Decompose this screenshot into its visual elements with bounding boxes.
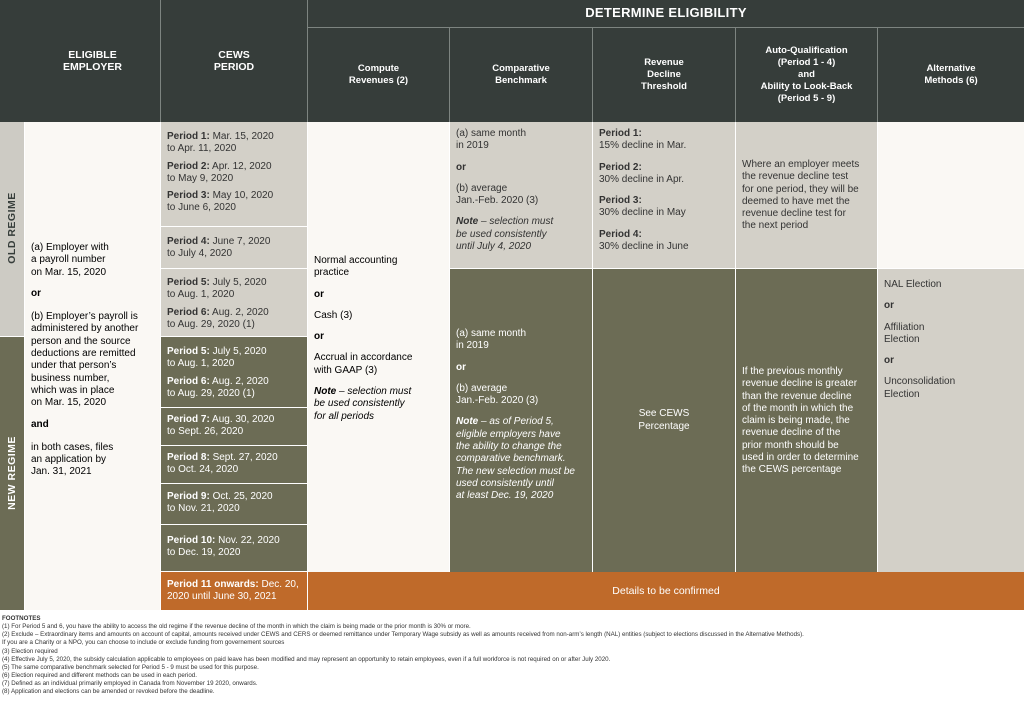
- period-start: Sept. 27, 2020: [209, 452, 278, 463]
- auto-old-line: the next period: [742, 220, 809, 232]
- period-start: May 10, 2020: [209, 190, 274, 202]
- alternative-text: [878, 279, 961, 401]
- employer-b-line: business number,: [31, 372, 110, 384]
- header-cews-period-line2: PERIOD: [213, 61, 255, 73]
- old-regime-label: OLD REGIME: [6, 192, 18, 264]
- header-compute-revenues-line1: Compute: [357, 63, 400, 74]
- period-end: to Aug. 29, 2020 (1): [167, 318, 255, 330]
- benchmark-note-line: – as of Period 5,: [478, 416, 554, 428]
- footnote-line: (3) Election required: [2, 648, 58, 655]
- decline-new-line: Percentage: [638, 420, 690, 432]
- period-end: to Dec. 19, 2020: [167, 547, 241, 559]
- eligible-employer-cell: [25, 122, 160, 610]
- period-label: Period 9:: [167, 491, 210, 502]
- period-entry: [167, 376, 307, 388]
- period-end: to Sept. 26, 2020: [167, 426, 244, 438]
- footnote-line: (6) Election required and different methods can be used in each period.: [2, 672, 197, 679]
- period-old-group-2: [161, 227, 307, 268]
- benchmark-note: [456, 416, 575, 428]
- period-label: Period 6:: [167, 306, 210, 318]
- period-start: June 7, 2020: [209, 236, 271, 247]
- alternative-top-cell: [878, 122, 1024, 268]
- employer-b-line: which was in place: [31, 384, 115, 396]
- benchmark-note-line: be used consistently: [456, 228, 547, 240]
- period-entry: [167, 236, 307, 248]
- footnote-line: (2) Exclude – Extraordinary items and amounts on account of capital, amounts received under CEWS and CERS or deemed remittance under Temporary Wage subsidy as well as amounts received from non-arm’s length (NAL) entities (subject to elections discussed in the Alternative Methods).: [2, 631, 804, 638]
- auto-new-text: [736, 366, 865, 477]
- period-8-cell: [161, 446, 307, 483]
- period-end: to Aug. 1, 2020: [167, 289, 235, 301]
- footnote-line: (1) For Period 5 and 6, you have the ability to access the old regime if the revenue decline of the month in which the claim is being made or the prior month is 30% or more.: [2, 623, 471, 630]
- period-new-group-1: [161, 337, 307, 407]
- auto-old-line: deemed to have met the: [742, 195, 850, 207]
- eligible-employer-text: [25, 242, 144, 479]
- header-compute-revenues: [308, 28, 449, 122]
- period-start: July 5, 2020: [209, 277, 267, 288]
- alt-affiliation-line: Election: [884, 333, 920, 345]
- decline-period-label: Period 2:: [599, 161, 642, 173]
- header-cews-period-line1: CEWS: [218, 48, 250, 61]
- auto-old-line: for one period, they will be: [742, 183, 859, 195]
- benchmark-note-line: until July 4, 2020: [456, 241, 532, 253]
- period-label: Period 11 onwards:: [167, 579, 259, 590]
- employer-c-line: Jan. 31, 2021: [31, 466, 92, 478]
- header-col-divider: [877, 28, 878, 122]
- benchmark-new-cell: [450, 269, 592, 572]
- decline-new-cell: [593, 269, 735, 572]
- decline-period-label: Period 3:: [599, 195, 642, 207]
- header-alternative-methods-line1: Alternative: [926, 63, 976, 74]
- period-start: Oct. 25, 2020: [209, 491, 273, 502]
- benchmark-b-line: Jan.-Feb. 2020 (3): [456, 395, 539, 407]
- period-7-cell: [161, 408, 307, 445]
- employer-b-line: person and the source: [31, 335, 131, 347]
- header-alternative-methods: [878, 28, 1024, 122]
- header-col-divider: [449, 28, 450, 122]
- period-entry: [167, 131, 307, 143]
- auto-new-line: If the previous monthly: [742, 366, 843, 377]
- header-revenue-decline-line1: Revenue: [644, 57, 684, 68]
- header-auto-qualification-line1: Auto-Qualification: [765, 45, 848, 56]
- auto-new-line: revenue decline of the: [742, 427, 841, 439]
- new-regime-label: NEW REGIME: [6, 436, 18, 510]
- period-label: Period 8:: [167, 452, 210, 463]
- period-entry: [167, 161, 307, 173]
- period-entry: [167, 346, 307, 358]
- alternative-cell: [878, 269, 1024, 572]
- auto-old-line: the revenue decline test: [742, 171, 849, 183]
- footnote-line: If you are a Charity or a NPO, you can choose to include or exclude funding from governement sources: [2, 639, 285, 646]
- benchmark-b-line: Jan.-Feb. 2020 (3): [456, 195, 539, 207]
- period-start: July 5, 2020: [209, 346, 267, 357]
- benchmark-old-text: [450, 128, 559, 253]
- period-end: to Nov. 21, 2020: [167, 503, 240, 515]
- compute-accrual-line: Accrual in accordance: [314, 352, 413, 364]
- header-eligible-employer-line2: EMPLOYER: [63, 61, 122, 73]
- footnote-line: (7) Defined as an individual primarily employed in Canada from November 19 2020, onwards.: [2, 680, 258, 687]
- benchmark-note-line: used consistently until: [456, 477, 554, 489]
- benchmark-note: [456, 216, 553, 228]
- header-auto-qualification-line4: Ability to Look-Back: [760, 81, 853, 92]
- benchmark-note-line: – selection must: [478, 216, 554, 228]
- employer-and: and: [31, 418, 49, 430]
- period-start: Dec. 20,: [258, 579, 299, 590]
- header-comparative-benchmark-line2: Benchmark: [495, 75, 547, 86]
- auto-old-cell: [736, 122, 877, 268]
- benchmark-note-line: the ability to change the: [456, 441, 562, 453]
- benchmark-b-line: (b) average: [456, 382, 508, 394]
- header-auto-qualification-line3: and: [798, 69, 815, 80]
- header-eligible-employer-line1: ELIGIBLE: [68, 48, 117, 61]
- compute-or: or: [314, 288, 324, 300]
- employer-a-line: (a) Employer with: [31, 242, 109, 253]
- auto-old-line: Where an employer meets: [742, 159, 860, 170]
- benchmark-note-line: The new selection must be: [456, 465, 575, 477]
- header-auto-qualification-line2: (Period 1 - 4): [777, 57, 836, 68]
- decline-old-text: [593, 128, 695, 253]
- period-label: Period 1:: [167, 131, 210, 142]
- period-9-cell: [161, 484, 307, 524]
- benchmark-note-line: comparative benchmark.: [456, 453, 566, 465]
- auto-new-line: used in order to determine: [742, 452, 859, 464]
- period-entry: [167, 190, 307, 202]
- benchmark-b-line: (b) average: [456, 182, 508, 194]
- employer-c-line: an application by: [31, 454, 107, 466]
- benchmark-a-line: in 2019: [456, 340, 489, 352]
- period-end: to May 9, 2020: [167, 172, 234, 184]
- employer-a-line: on Mar. 15, 2020: [31, 266, 107, 278]
- period-label: Period 5:: [167, 277, 210, 288]
- decline-old-cell: [593, 122, 735, 268]
- header-revenue-decline-line2: Decline: [647, 69, 681, 80]
- period-end: 2020 until June 30, 2021: [167, 591, 277, 603]
- alt-or: or: [884, 300, 894, 312]
- compute-revenues-cell: [308, 122, 449, 572]
- period-11-cell: [161, 572, 307, 610]
- period-label: Period 3:: [167, 190, 210, 202]
- benchmark-or: or: [456, 361, 466, 373]
- period-entry: [167, 452, 307, 464]
- alt-nal: NAL Election: [884, 279, 942, 290]
- employer-or: or: [31, 287, 41, 299]
- period-entry: [167, 491, 307, 503]
- period-entry: [167, 414, 307, 426]
- compute-note-line: – selection must: [336, 386, 412, 398]
- benchmark-a-line: (a) same month: [456, 128, 527, 139]
- new-regime-band: [0, 337, 24, 610]
- auto-new-line: claim is being made, the: [742, 415, 850, 427]
- header-revenue-decline: [593, 28, 735, 122]
- old-regime-band: [0, 122, 24, 336]
- employer-b-line: deductions are remitted: [31, 348, 136, 360]
- period-label: Period 7:: [167, 414, 210, 425]
- compute-revenues-text: [308, 255, 418, 423]
- auto-new-line: of the month in which the: [742, 402, 854, 414]
- period-entry: [167, 535, 307, 547]
- decline-period-label: Period 4:: [599, 228, 642, 240]
- period-entry: [167, 579, 307, 591]
- period-label: Period 4:: [167, 236, 210, 247]
- footnote-line: (4) Effective July 5, 2020, the subsidy calculation applicable to employees on paid leave has been modified and may represent an opportunity to retain employees, even if a full workforce is not required on or after July 2020.: [2, 656, 611, 663]
- header-auto-qualification-line5: (Period 5 - 9): [777, 93, 836, 104]
- header-col-divider: [735, 28, 736, 122]
- employer-b-line: under that person’s: [31, 360, 117, 372]
- header-alternative-methods-line2: Methods (6): [924, 75, 978, 86]
- benchmark-old-cell: [450, 122, 592, 268]
- decline-new-line: See CEWS: [638, 408, 690, 420]
- period-start: Nov. 22, 2020: [215, 535, 280, 546]
- auto-new-line: revenue decline is greater: [742, 378, 858, 390]
- header-comparative-benchmark-line1: Comparative: [492, 63, 550, 74]
- period-end: to June 6, 2020: [167, 202, 236, 214]
- period-label: Period 10:: [167, 535, 216, 546]
- benchmark-note-label: Note: [456, 216, 479, 228]
- auto-old-text: [736, 159, 865, 233]
- employer-b-line: on Mar. 15, 2020: [31, 397, 107, 409]
- period-end: to July 4, 2020: [167, 248, 233, 260]
- benchmark-note-line: eligible employers have: [456, 428, 561, 440]
- period-label: Period 5:: [167, 346, 210, 357]
- period-old-group-1: [161, 122, 307, 226]
- decline-period-value: 30% decline in June: [599, 241, 689, 253]
- employer-b-line: administered by another: [31, 323, 139, 335]
- header-determine-eligibility: DETERMINE ELIGIBILITY: [308, 0, 1024, 27]
- footnote-line: (8) Application and elections can be amended or revoked before the deadline.: [2, 688, 215, 695]
- compute-cash: Cash (3): [314, 309, 353, 321]
- compute-normal-line: Normal accounting: [314, 255, 398, 266]
- period-start: Aug. 30, 2020: [209, 414, 275, 425]
- period-start: Aug. 2, 2020: [209, 306, 269, 318]
- alt-unconsolidation-line: Unconsolidation: [884, 376, 956, 388]
- decline-period-value: 30% decline in Apr.: [599, 173, 685, 185]
- compute-note-label: Note: [314, 386, 337, 398]
- employer-b-line: (b) Employer’s payroll is: [31, 311, 138, 323]
- auto-new-line: than the revenue decline: [742, 390, 852, 402]
- alt-or: or: [884, 355, 894, 367]
- header-auto-qualification: [736, 28, 877, 122]
- decline-period-value: 15% decline in Mar.: [599, 140, 687, 152]
- benchmark-or: or: [456, 161, 466, 173]
- header-col-divider: [307, 0, 308, 122]
- header-col-divider: [592, 28, 593, 122]
- header-comparative-benchmark: [450, 28, 592, 122]
- benchmark-a-line: (a) same month: [456, 328, 527, 339]
- footnote-line: (5) The same comparative benchmark selected for Period 5 - 9 must be used for this purpose.: [2, 664, 259, 671]
- auto-new-line: the CEWS percentage: [742, 464, 842, 476]
- period-start: Apr. 12, 2020: [209, 160, 272, 172]
- auto-new-cell: [736, 269, 877, 572]
- header-col-divider: [160, 0, 161, 122]
- employer-c-line: in both cases, files: [31, 441, 114, 453]
- period-entry: [167, 277, 307, 289]
- benchmark-new-text: [450, 328, 581, 503]
- benchmark-note-label: Note: [456, 416, 479, 428]
- period-end: to Aug. 29, 2020 (1): [167, 387, 255, 399]
- header-compute-revenues-line2: Revenues (2): [348, 75, 409, 86]
- compute-normal-line: practice: [314, 267, 350, 279]
- benchmark-a-line: in 2019: [456, 140, 489, 152]
- alt-affiliation-line: Affiliation: [884, 321, 925, 333]
- header-cews-period: [161, 0, 307, 122]
- period-label: Period 6:: [167, 375, 210, 387]
- alt-unconsolidation-line: Election: [884, 388, 920, 400]
- period-old-group-3: [161, 269, 307, 336]
- period-10-cell: [161, 525, 307, 571]
- period-end: to Oct. 24, 2020: [167, 464, 239, 476]
- compute-note: [314, 386, 412, 398]
- auto-new-line: prior month should be: [742, 439, 839, 451]
- period-end: to Apr. 11, 2020: [167, 143, 237, 155]
- footnotes-title: FOOTNOTES: [2, 615, 41, 622]
- decline-period-value: 30% decline in May: [599, 207, 686, 219]
- period-start: Mar. 15, 2020: [209, 131, 274, 142]
- period-end: to Aug. 1, 2020: [167, 358, 235, 370]
- compute-note-line: for all periods: [314, 410, 375, 422]
- employer-a-line: a payroll number: [31, 254, 106, 266]
- period-start: Aug. 2, 2020: [209, 375, 269, 387]
- details-to-be-confirmed: Details to be confirmed: [308, 572, 1024, 610]
- header-eligible-employer: [25, 0, 160, 122]
- period-label: Period 2:: [167, 160, 210, 172]
- compute-note-line: be used consistently: [314, 398, 405, 410]
- period-entry: [167, 307, 307, 319]
- benchmark-note-line: at least Dec. 19, 2020: [456, 490, 554, 502]
- decline-period-label: Period 1:: [599, 128, 642, 139]
- header-revenue-decline-line3: Threshold: [641, 81, 687, 92]
- compute-or: or: [314, 331, 324, 343]
- auto-old-line: revenue decline test for: [742, 208, 846, 220]
- compute-accrual-line: with GAAP (3): [314, 364, 378, 376]
